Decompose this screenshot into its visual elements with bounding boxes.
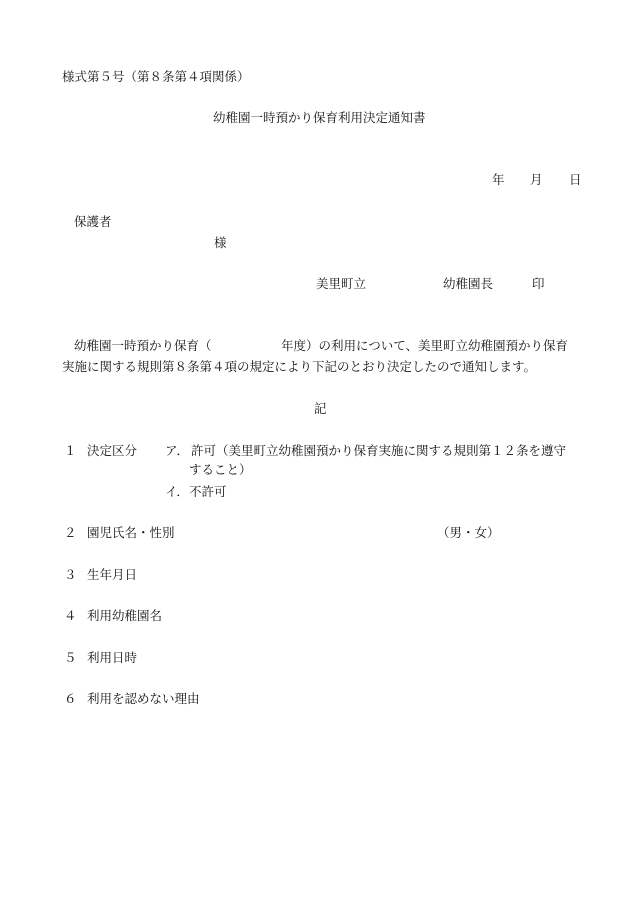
- gender-choice: （男・女）: [437, 525, 500, 540]
- body-line1-prefix: 幼稚園一時預かり保育（: [74, 338, 212, 353]
- document-title: 幼稚園一時預かり保育利用決定通知書: [213, 110, 426, 125]
- option-text-permit-cont: すること）: [189, 462, 252, 477]
- recipient-label: 保護者: [74, 214, 112, 229]
- item-number: ３: [64, 567, 77, 582]
- item-label: 園児氏名・性別: [87, 525, 175, 540]
- item-number: ５: [64, 650, 77, 665]
- item-number: ６: [64, 691, 77, 706]
- date-day: 日: [569, 172, 582, 187]
- option-marker-a: ア．: [165, 443, 190, 458]
- item-label: 利用を認めない理由: [87, 691, 200, 706]
- item-number: ２: [64, 525, 77, 540]
- recipient-honorific: 様: [214, 235, 227, 250]
- body-line1-suffix: 年度）の利用について、美里町立幼稚園預かり保育: [281, 338, 569, 353]
- date-month: 月: [530, 172, 543, 187]
- item-label: 利用幼稚園名: [87, 608, 163, 623]
- item-label: 決定区分: [87, 443, 138, 458]
- sender-town: 美里町立: [316, 276, 367, 291]
- seal-mark: 印: [532, 276, 545, 291]
- ki-heading: 記: [314, 401, 327, 416]
- sender-position: 幼稚園長: [443, 276, 494, 291]
- item-label: 利用日時: [87, 650, 138, 665]
- item-label: 生年月日: [87, 567, 138, 582]
- form-number: 様式第５号（第８条第４項関係）: [62, 69, 250, 84]
- option-text-deny: 不許可: [189, 484, 227, 499]
- body-line2: 実施に関する規則第８条第４項の規定により下記のとおり決定したので通知します。: [62, 359, 537, 374]
- option-marker-i: イ．: [165, 484, 189, 499]
- item-number: １: [64, 443, 77, 458]
- option-text-permit: 許可（美里町立幼稚園預かり保育実施に関する規則第１２条を遵守: [191, 443, 567, 458]
- item-number: ４: [64, 608, 77, 623]
- date-year: 年: [492, 172, 505, 187]
